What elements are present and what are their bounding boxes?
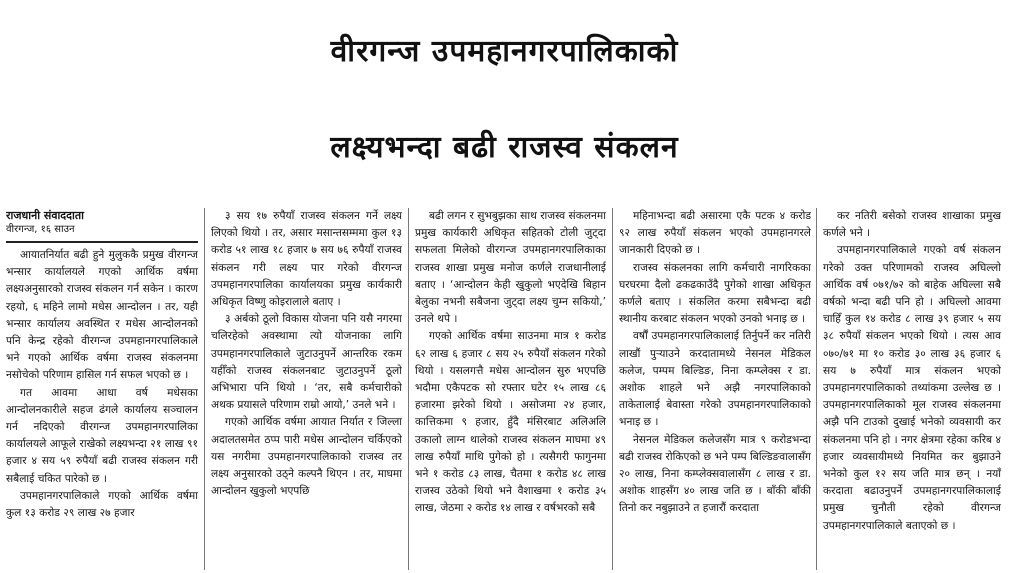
paragraph: वर्षौं उपमहानगरपालिकालाई तिर्नुपर्ने कर नतिरी लाखौं पुऱ्याउने करदातामध्ये नेसनल मेडिकल कलेज, पम्पम बिल्डिङ, निना कम्प्लेक्स र डा. अशोक शाहले भने अझै नगरपालिकाको ताकेतालाई बेवास्ता गरेको उपमहानगरपालिकाको भनाइ छ ।: [619, 330, 811, 429]
paragraph: उपमहानगरपालिकाले गएको आर्थिक वर्षमा कुल १३ करोड २९ लाख २७ हजार: [6, 489, 198, 520]
column-divider: [612, 208, 613, 570]
paragraph: गत आवमा आधा वर्ष मधेसका आन्दोलनकारीले सहज ढंगले कार्यालय सञ्चालन गर्न नदिएको वीरगन्ज उपमहानगरपालिका कार्यालयले आफूले राखेको लक्ष्यभन्दा २१ लाख ९१ हजार ४ सय ५९ रुपैयाँ बढी राजस्व संकलन गरी सबैलाई चकित पारेको छ ।: [6, 386, 198, 485]
paragraph: राजस्व संकलनका लागि कर्मचारी नागरिकका घरघरमा दैलो ढकढकाउँदै पुगेको शाखा अधिकृत कर्णले बताए । संकलित करमा सबैभन्दा बढी स्थानीय करबाट संकलन भएको उनको भनाइ छ ।: [619, 261, 811, 326]
column-4: [619, 208, 811, 570]
paragraph: गएको आर्थिक वर्षमा साउनमा मात्र १ करोड ६२ लाख ६ हजार ८ सय २५ रुपैयाँ संकलन गरेको थियो । यसलगत्तै मधेस आन्दोलन सुरु भएपछि भदौमा एकैपटक सो रफ्तार घटेर १५ लाख ८६ हजारमा झरेको थियो । असोजमा २४ हजार, कात्तिकमा ९ हजार, हुँदै मंसिरबाट अलिअलि उकालो लाग्न थालेको राजस्व संकलन माघमा ४९ लाख रुपैयाँ माथि पुगेको हो । त्यसैगरी फागुनमा भने १ करोड ८३ लाख, चैतमा १ करोड ४८ लाख राजस्व उठेको थियो भने वैशाखमा १ करोड ३५ लाख, जेठमा २ करोड १४ लाख र वर्षभरको सबै: [415, 330, 606, 515]
column-divider: [816, 208, 817, 570]
column-1: [6, 208, 198, 570]
article-body: [6, 208, 1003, 570]
headline-line-1: वीरगन्ज उपमहानगरपालिकाको: [330, 34, 679, 69]
paragraph: ३ अर्बको ठूलो विकास योजना पनि यसै नगरमा चलिरहेको अवस्थामा त्यो योजनाका लागि उपमहानगरपालिकाले जुटाउनुपर्ने आन्तरिक रकम यहीँको राजस्व संकलनबाट जुटाउनुपर्ने ठूलो अभिभारा पनि थियो । ‘तर, सबै कर्मचारीको अथक प्रयासले परिणाम राम्रो आयो,’ उनले भने ।: [211, 313, 402, 412]
column-2: [211, 208, 402, 570]
paragraph: उपमहानगरपालिकाले गएको वर्ष संकलन गरेको उक्त परिणामको राजस्व अघिल्लो आर्थिक वर्ष ०७१/७२ को बाहेक अघिल्ला सबै वर्षको भन्दा बढी पनि हो । अघिल्लो आवमा चाहिँ कुल १४ करोड ८ लाख ३९ हजार ५ सय ३८ रुपैयाँ संकलन भएको थियो । त्यस आव ०७०/७१ मा १० करोड ३० लाख ३६ हजार ६ सय ७ रुपैयाँ मात्र संकलन भएको उपमहानगरपालिकाको तथ्यांकमा उल्लेख छ । उपमहानगरपालिकाको मूल राजस्व संकलनमा अझै पनि टाउको दुखाई भनेको व्यवसायी कर संकलनमा पनि हो । नगर क्षेत्रमा रहेका करिब ४ हजार व्यवसायीमध्ये नियमित कर बुझाउने भनेको कुल १२ सय जति मात्र छन् । नयाँ करदाता बढाउनुपर्ने उपमहानगरपालिकालाई प्रमुख चुनौती रहेको वीरगन्ज उपमहानगरपालिकाले बताएको छ ।: [823, 244, 1001, 532]
headline: [0, 0, 1009, 205]
column-3: [415, 208, 606, 570]
column-divider: [408, 208, 409, 570]
byline-dateline: वीरगन्ज, १६ साउन: [6, 224, 75, 235]
paragraph: आयातनिर्यात बढी हुने मुलुककै प्रमुख वीरगन्ज भन्सार कार्यालयले गएको आर्थिक वर्षमा लक्ष्यअनुसारको राजस्व संकलन गर्न सकेन । कारण रहयो, ६ महिने लामो मधेस आन्दोलन । तर, यही भन्सार कार्यालय अवस्थित र मधेस आन्दोलनको पनि केन्द्र रहेको वीरगन्ज उपमहानगरपालिकाले भने गएको आर्थिक वर्षमा राजस्व संकलनमा नसोचेको परिणाम हासिल गर्न सफल भएको छ ।: [6, 249, 198, 382]
paragraph: बढी लगन र सुभबुझका साथ राजस्व संकलनमा प्रमुख कार्यकारी अधिकृत सहितको टोली जुट्दा सफलता मिलेको वीरगन्ज उपमहानगरपालिकाका राजस्व शाखा प्रमुख मनोज कर्णले राजधानीलाई बताए । ‘आन्दोलन केही खुकुलो भएदेखि बिहान बेलुका नभनी सबैजना जुट्दा लक्ष्य चुम्न सकियो,’ उनले थपे ।: [415, 210, 606, 326]
column-5: [823, 208, 1001, 570]
byline-author: राजधानी संवाददाता: [6, 209, 84, 222]
column-divider: [204, 208, 205, 570]
byline-block: [6, 208, 198, 243]
paragraph: नेसनल मेडिकल कलेजसँग मात्र ९ करोडभन्दा बढी राजस्व रोकिएको छ भने पम्प बिल्डिङवालासँग २० लाख, निना कम्प्लेक्सवालासँग ८ लाख र डा. अशोक शाहसँग ४० लाख जति छ । बाँकी बाँकी तिनो कर नबुझाउने त हजारौं करदाता: [619, 433, 811, 515]
paragraph: महिनाभन्दा बढी असारमा एकै पटक ४ करोड ९२ लाख रुपैयाँ संकलन भएको उपमहानगरले जानकारी दिएको छ ।: [619, 210, 811, 257]
paragraph: कर नतिरी बसेको राजस्व शाखाका प्रमुख कर्णले भने ।: [823, 210, 1001, 240]
paragraph: गएको आर्थिक वर्षमा आयात निर्यात र जिल्ला अदालतसमेत ठप्प पारी मधेस आन्दोलन चर्किएको यस नगरीमा उपमहानगरपालिकाको राजस्व तर लक्ष्य अनुसारको उठ्ने कल्पनै थिएन । तर, माघमा आन्दोलन खुकुलो भएपछि: [211, 416, 402, 498]
paragraph: ३ सय १७ रुपैयाँ राजस्व संकलन गर्ने लक्ष्य लिएको थियो । तर, असार मसान्तसम्ममा कुल १३ करोड ५१ लाख १८ हजार ७ सय ७६ रुपैयाँ राजस्व संकलन गरी लक्ष्य पार गरेको वीरगन्ज उपमहानगरपालिका कार्यालयका प्रमुख कार्यकारी अधिकृत विष्णु कोइरालाले बताए ।: [211, 210, 402, 309]
headline-line-2: लक्ष्यभन्दा बढी राजस्व संकलन: [330, 130, 679, 165]
